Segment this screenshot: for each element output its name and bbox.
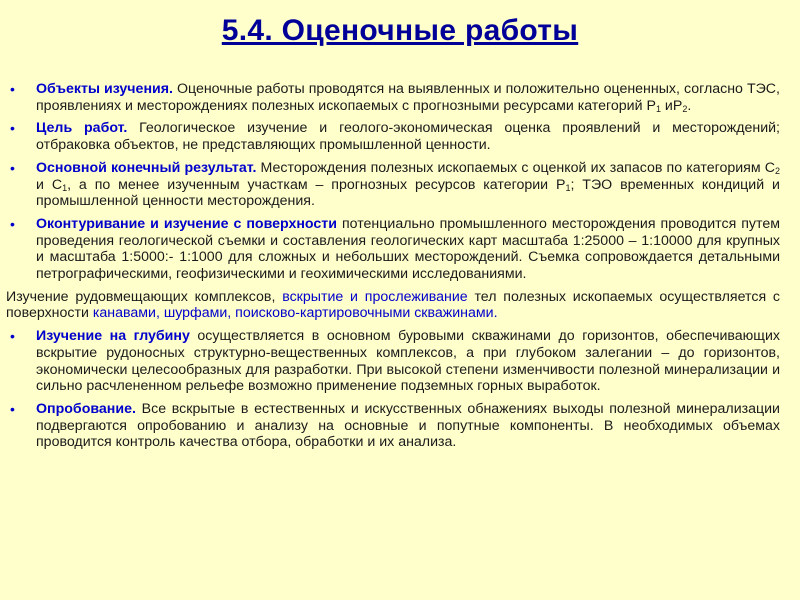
item-heading: Цель работ. — [36, 120, 128, 137]
list-item-goal — [8, 120, 780, 153]
subscript: 2 — [682, 103, 688, 114]
list-item-sampling — [8, 401, 780, 451]
highlight-text: вскрытие и прослеживание — [282, 288, 468, 305]
item-text: и С — [36, 176, 63, 193]
bullet-icon: • — [10, 81, 15, 97]
item-text: потенциально промышленного месторождения проводится путем проведения геологической съемки и составления геологических карт масштаба 1:25000 – 1:10000 для крупных и масштаба 1:5000:- 1:1000 для сложных и небольших месторождений. Съемка сопровождается детальными петрографическими, геофизическими и геохимическими исследованиями. — [36, 215, 780, 283]
subscript: 1 — [62, 182, 68, 193]
bullet-icon: • — [10, 159, 15, 176]
list-item-result — [8, 160, 780, 210]
item-text: осуществляется в основном буровыми скважинами до горизонтов, обеспечивающих вскрытие рудоносных структурно-вещественных комплексов, а при глубоком залегании – до горизонтов, экономически целесообразных для разработки. При высокой степени изменчивости полезной минерализации и сильно расчлененном рельефе возможно применение подземных горных выработок. — [36, 328, 780, 395]
item-text: тел полезных ископаемых осуществляется с поверхности — [6, 288, 781, 322]
item-heading: Оконтуривание и изучение с поверхности — [36, 215, 337, 232]
item-heading: Изучение на глубину — [36, 328, 190, 345]
item-text: Оценочные работы проводятся на выявленных и положительно оцененных, согласно ТЭС, проявлениях и месторождениях полезных ископаемых с прогнозными ресурсами категорий Р — [36, 81, 780, 114]
bullet-icon: • — [10, 120, 15, 137]
item-text: иР — [660, 97, 683, 114]
paragraph-host-complexes — [6, 289, 780, 322]
item-text: Все вскрытые в естественных и искусственных обнажениях выходы полезной минерализации подвергаются опробованию и анализу на основные и попутные компоненты. В необходимых объемах проводится контроль качества отбора, обработки и их анализа. — [36, 400, 780, 451]
item-text: Месторождения полезных ископаемых с оценкой их запасов по категориям С — [256, 159, 775, 176]
item-text: , а по менее изученным участкам – прогнозных ресурсов категории Р — [67, 176, 566, 193]
subscript: 1 — [655, 103, 661, 114]
item-heading: Основной конечный результат. — [36, 159, 257, 176]
list-item-objects — [8, 81, 780, 114]
subscript: 1 — [565, 182, 571, 193]
item-text: Геологическое изучение и геолого-экономическая оценка проявлений и месторождений; отбраковка объектов, не представляющих промышленной ценности. — [36, 120, 780, 154]
bullet-icon: • — [10, 400, 15, 417]
list-item-depth — [8, 328, 780, 395]
item-heading: Объекты изучения. — [36, 81, 173, 97]
page-title: 5.4. Оценочные работы — [221, 14, 579, 47]
item-text: Изучение рудовмещающих комплексов, — [6, 288, 283, 305]
highlight-text: канавами, шурфами, поисково-картировочными скважинами. — [92, 305, 498, 322]
item-text: ; ТЭО временных кондиций и промышленной ценности месторождения. — [36, 176, 780, 210]
item-text: . — [687, 97, 692, 114]
subscript: 2 — [774, 165, 780, 176]
slide-content — [8, 81, 780, 457]
bullet-icon: • — [10, 215, 15, 232]
item-heading: Опробование. — [36, 400, 136, 417]
list-item-contouring — [8, 216, 780, 283]
bullet-icon: • — [10, 328, 15, 345]
